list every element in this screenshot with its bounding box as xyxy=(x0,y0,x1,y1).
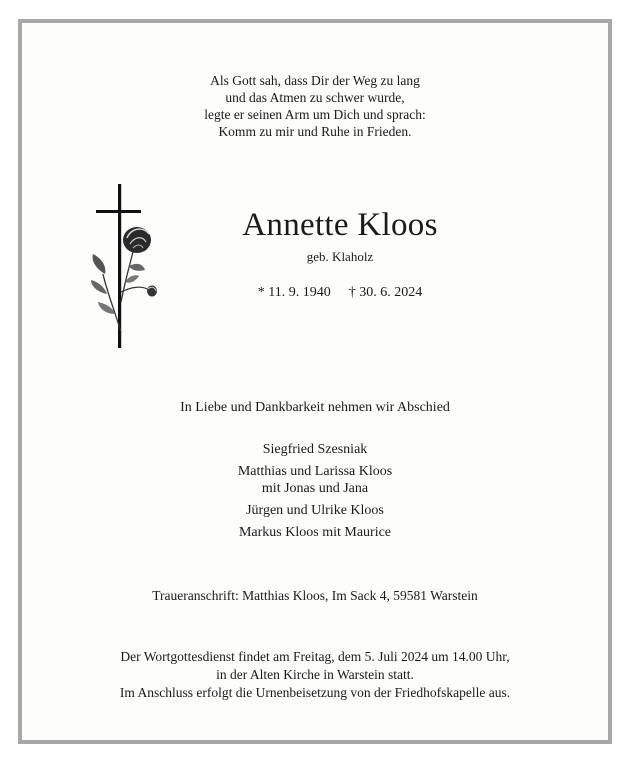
life-dates xyxy=(200,285,480,301)
family-line: mit Jonas und Jana xyxy=(261,481,369,496)
mourning-address: Traueranschrift: Matthias Kloos, Im Sack 4, 59581 Warstein xyxy=(152,588,478,603)
family-line: Matthias und Larissa Kloos xyxy=(237,464,393,479)
family-line: Markus Kloos mit Maurice xyxy=(238,525,392,540)
service-line: Der Wortgottesdienst findet am Freitag, dem 5. Juli 2024 um 14.00 Uhr, xyxy=(120,649,510,664)
family-list xyxy=(0,441,630,546)
birth-date: * 11. 9. 1940 xyxy=(257,285,331,300)
family-entry xyxy=(0,502,630,519)
death-date: † 30. 6. 2024 xyxy=(348,285,423,300)
poem-line: Als Gott sah, dass Dir der Weg zu lang xyxy=(210,73,420,88)
service-info xyxy=(0,648,630,702)
deceased-name: Annette Kloos xyxy=(242,207,438,243)
family-entry xyxy=(0,463,630,497)
farewell-text: In Liebe und Dankbarkeit nehmen wir Abschied xyxy=(180,400,450,415)
birth-name: geb. Klaholz xyxy=(306,249,374,264)
family-entry xyxy=(0,524,630,541)
family-line: Siegfried Szesniak xyxy=(262,442,368,457)
poem-line: und das Atmen zu schwer wurde, xyxy=(225,90,405,105)
poem xyxy=(0,72,630,140)
family-entry xyxy=(0,441,630,458)
service-line: in der Alten Kirche in Warstein statt. xyxy=(216,667,414,682)
cross-with-rose-icon xyxy=(85,182,165,352)
poem-line: legte er seinen Arm um Dich und sprach: xyxy=(204,107,426,122)
service-line: Im Anschluss erfolgt die Urnenbeisetzung von der Friedhofskapelle aus. xyxy=(119,685,511,700)
family-line: Jürgen und Ulrike Kloos xyxy=(246,503,384,518)
poem-line: Komm zu mir und Ruhe in Frieden. xyxy=(218,124,412,139)
